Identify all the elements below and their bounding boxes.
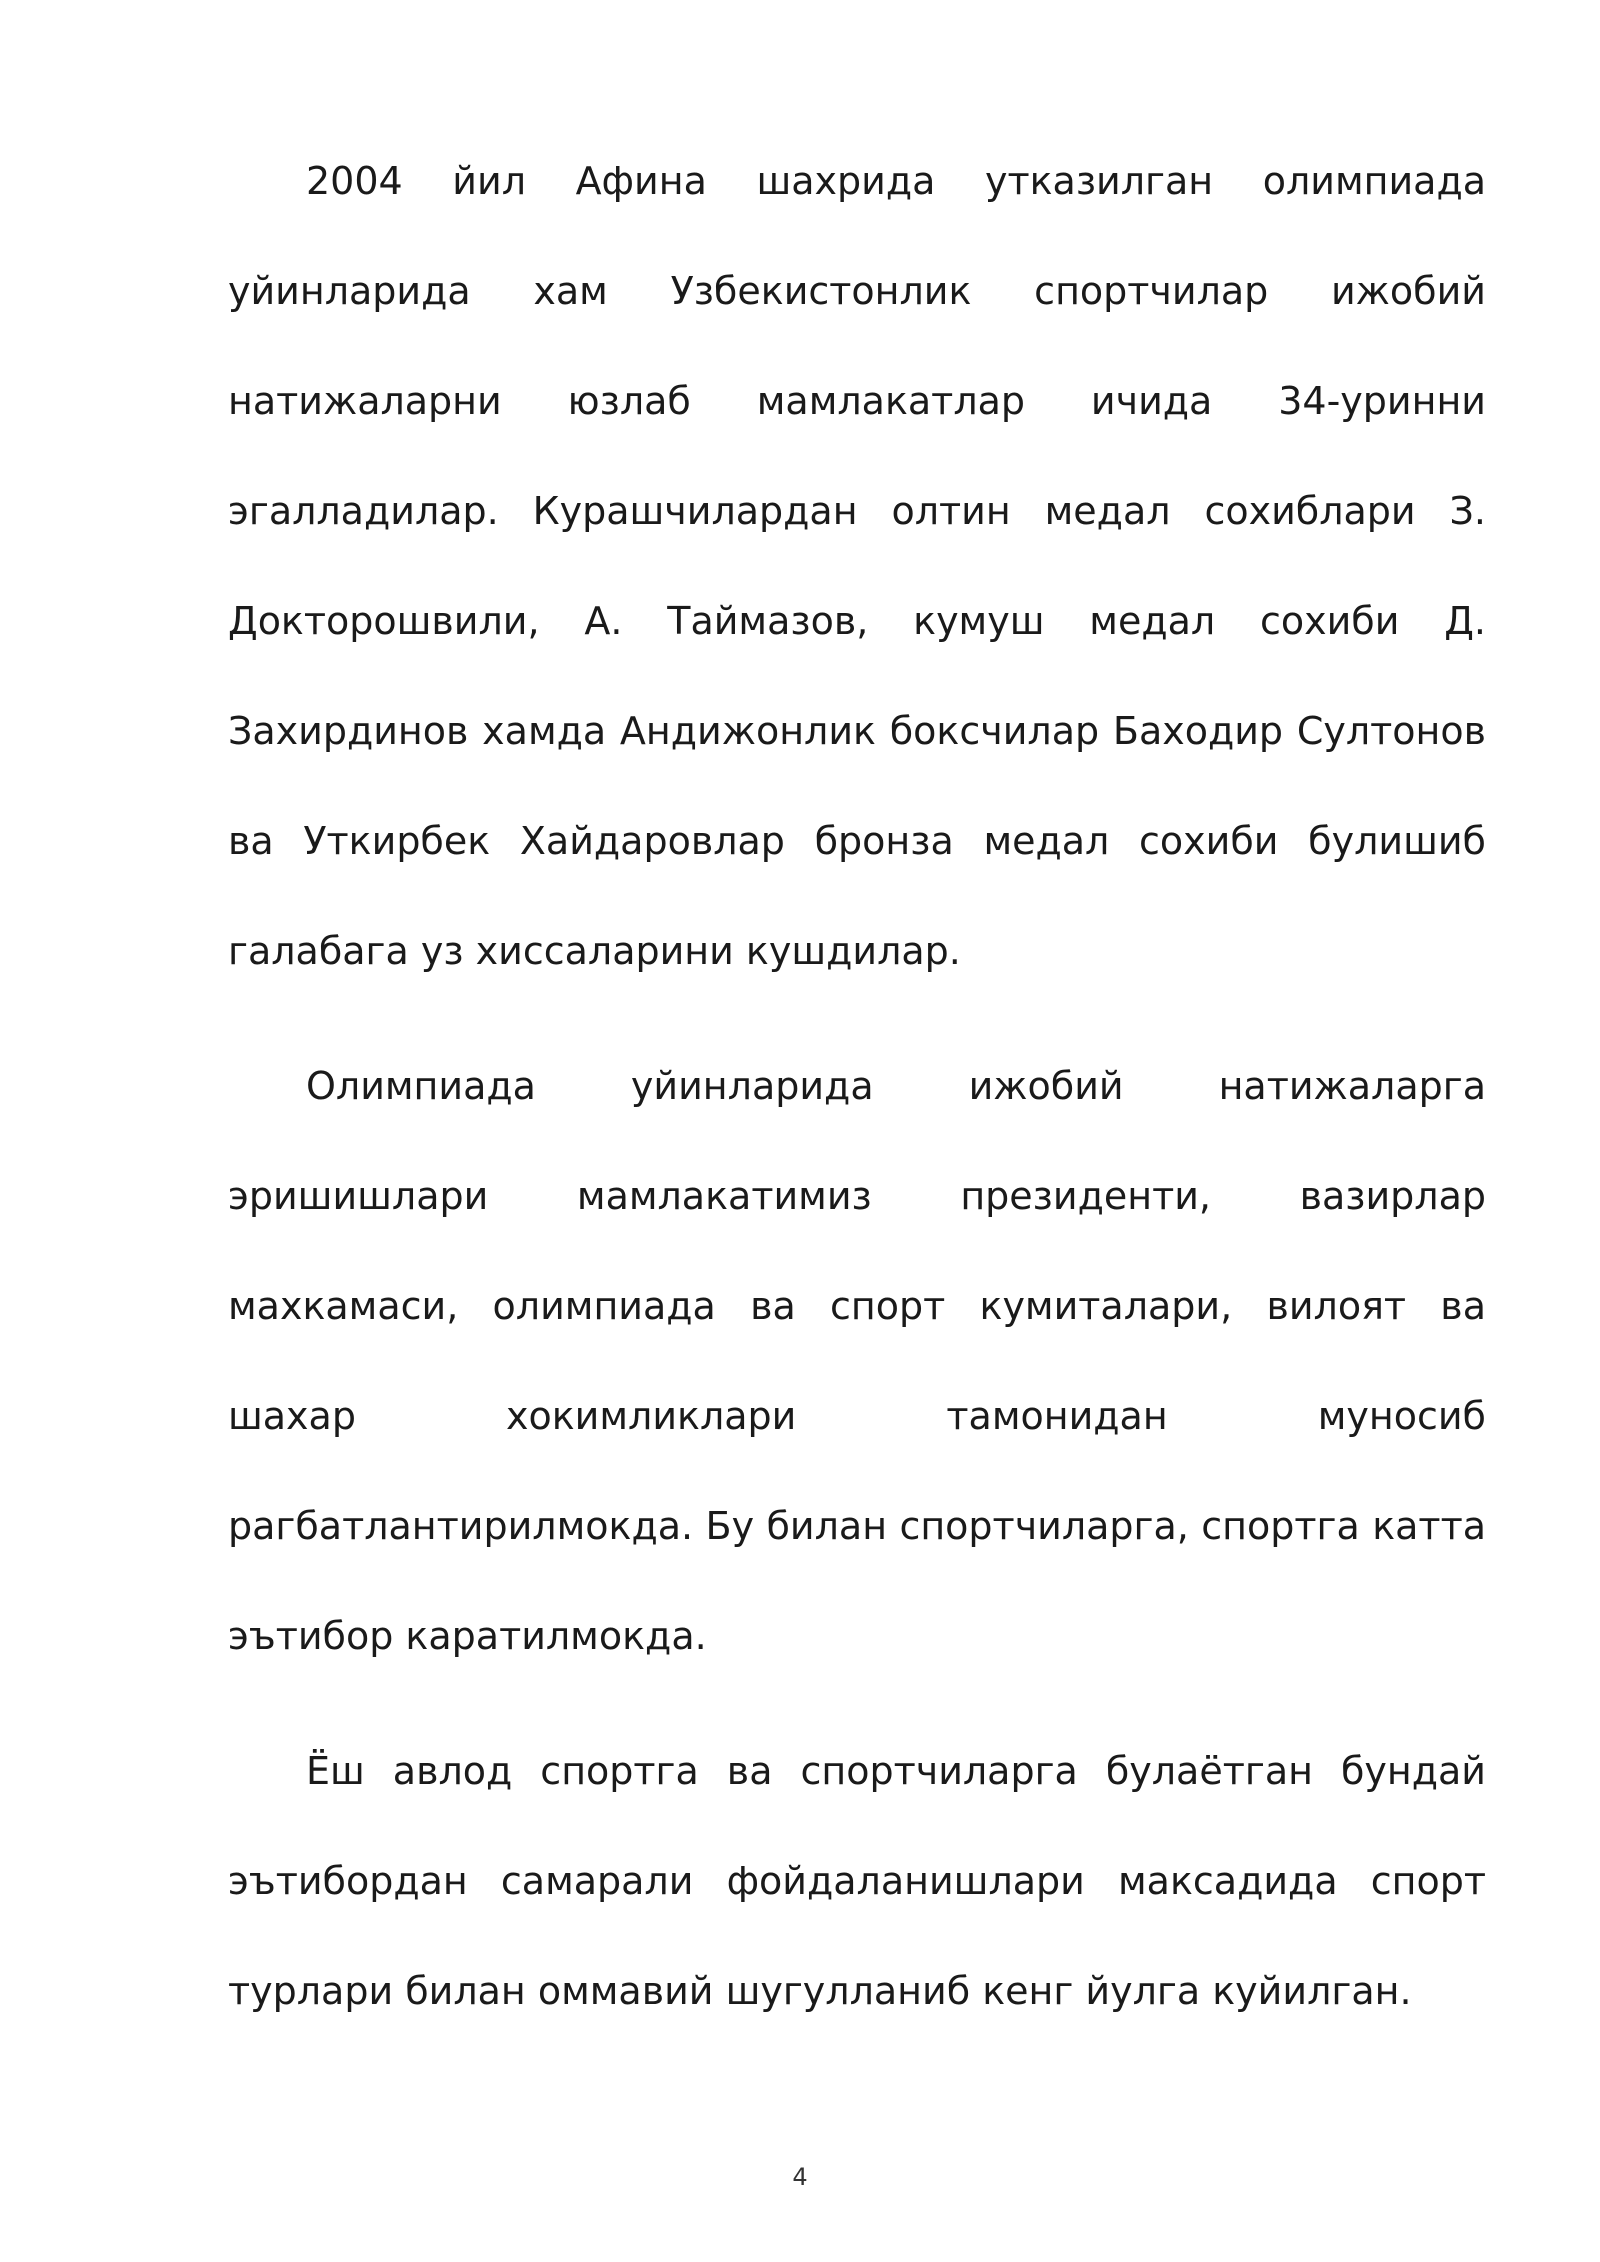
page-number: 4: [792, 2163, 808, 2191]
paragraph-incentives: Олимпиада уйинларида ижобий натижаларга эришишлари мамлакатимиз президенти, вазирлар махкамаси, олимпиада ва спорт кумиталари, вилоят ва шахар хокимликлари тамонидан муносиб рагбатлантирилмокда. Бу билан спортчиларга, спортга катта эътибор каратилмокда.: [228, 1064, 1486, 1658]
paragraph-athens-olympics: 2004 йил Афина шахрида утказилган олимпиада уйинларида хам Узбекистонлик спортчилар ижобий натижаларни юзлаб мамлакатлар ичида 34-уринни эгалладилар. Курашчилардан олтин медал сохиблари З. Докторошвили, А. Таймазов, кумуш медал сохиби Д. Захирдинов хамда Андижонлик боксчилар Баходир Султонов ва Уткирбек Хайдаровлар бронза медал сохиби булишиб галабага уз хиссаларини кушдилар.: [228, 159, 1486, 973]
body-text: [228, 126, 1486, 2071]
paragraph-youth-sports: Ёш авлод спортга ва спортчиларга булаётган бундай эътибордан самарали фойдаланишлари максадида спорт турлари билан оммавий шугулланиб кенг йулга куйилган.: [228, 1749, 1486, 2013]
